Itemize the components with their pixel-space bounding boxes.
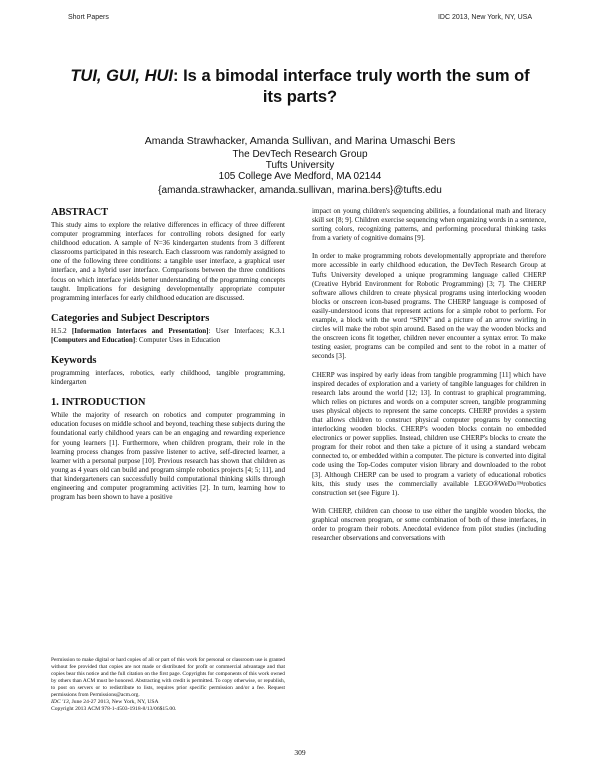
conference-line (51, 699, 285, 706)
author-group: The DevTech Research Group (232, 149, 368, 160)
category-2: [Computers and Education] (51, 335, 136, 344)
introduction-paragraph-2: impact on young children's sequencing abilities, a foundational math and literacy skill set [8; 9]. Children exercise sequencing when organizing words in a sentence, sorting colors, recognizing patterns, and performing procedural thinking tasks from a variety of cognitive domains [9]. (312, 207, 546, 243)
author-email: {amanda.strawhacker, amanda.sullivan, marina.bers}@tufts.edu (158, 185, 442, 196)
conference-details: June 24-27 2013, New York, NY, USA (70, 699, 159, 705)
abstract-text: This study aims to explore the relative differences in efficacy of three different computer programming interfaces for controlling robots designed for early childhood education. A sample of N=36 kindergarten students from 3 different classrooms participated in this research. Each classroom was randomly assigned to one of the following three conditions: a tangible user interface, a graphical user interface, and a hybrid user interface. Comparisons between the three conditions focus on which interface yields better understanding of the programming concepts taught. Implications for designing developmentally appropriate computer programming interfaces for early childhood education are discussed. (51, 221, 285, 302)
conference-name: IDC '13, (51, 699, 71, 705)
permission-text: Permission to make digital or hard copies of all or part of this work for personal or classroom use is granted without fee provided that copies are not made or distributed for profit or commercial advantage and that copies bear this notice and the full citation on the first page. Copyrights for components of this work owned by others than ACM must be honored. Abstracting with credit is permitted. To copy otherwise, or republish, to post on servers or to redistribute to lists, requires prior specific permission and/or a fee. Request permissions from Permissions@acm.org. (51, 657, 285, 698)
author-names: Amanda Strawhacker, Amanda Sullivan, and Marina Umaschi Bers (144, 135, 456, 147)
categories-heading: Categories and Subject Descriptors (51, 312, 210, 324)
running-header-left: Short Papers (68, 14, 109, 21)
running-header-right: IDC 2013, New York, NY, USA (437, 14, 532, 21)
permission-notice (51, 657, 285, 713)
category-code: H.5.2 (51, 326, 72, 335)
abstract-heading: ABSTRACT (51, 207, 109, 218)
category-2-rest: : Computer Uses in Education (135, 335, 221, 344)
author-address: 105 College Ave Medford, MA 02144 (218, 171, 382, 182)
keywords-text: programming interfaces, robotics, early childhood, tangible programming, kindergarten (51, 369, 285, 387)
title-italic: TUI, GUI, HUI (70, 67, 174, 85)
introduction-paragraph-1: While the majority of research on robotics and computer programming in education focuses on middle school and beyond, teaching these subjects during the foundational early childhood years can be an engaging and rewarding experience for young learners [1]. Furthermore, when children program, their role in the learning process changes from passive listener to active, self-directed learner, a learner with a personal purpose [10]. Previous research has shown that children as young as 4 years old can build and program simple robotics projects [4; 5; 11], and that kindergarteners can successfully build computational thinking skills through engineering and computer programming activities [2]. In turn, learning how to program has been shown to have a positive (51, 411, 285, 502)
paper-title (60, 66, 540, 108)
title-rest: : Is a bimodal interface truly worth the sum of its parts? (173, 67, 530, 106)
category-1: [Information Interfaces and Presentation] (71, 326, 209, 335)
page-number: 309 (294, 748, 306, 757)
left-column (51, 206, 285, 502)
copyright-line: Copyright 2013 ACM 978-1-4503-1918-8/13/06$15.00. (51, 706, 177, 712)
category-1-rest: : User Interfaces; K.3.1 (208, 326, 285, 335)
categories-text (51, 327, 285, 345)
keywords-heading: Keywords (51, 355, 97, 367)
introduction-paragraph-5: With CHERP, children can choose to use either the tangible wooden blocks, the graphical onscreen program, or some combination of both of these interfaces, in order to program their robots. Anecdotal evidence from pilot studies (including researcher observations and conversations with (312, 506, 546, 543)
introduction-paragraph-4: CHERP was inspired by early ideas from tangible programming [11] which have inspired decades of exploration and a variety of tangible languages for children in research labs around the world [12; 13]. In contrast to graphical programming, which relies on pictures and words on a computer screen, tangible programming uses physical objects to represent the same concepts. CHERP provides a system that allows children to construct physical computer programs by connecting interlocking wooden blocks. CHERP's wooden blocks contain no embedded electronics or power supplies. Instead, children use CHERP's blocks to create the program for their robot and then take a picture of it using a standard webcam connected to, or embedded within a computer. The picture is converted into digital code using the Top-Codes computer vision library and downloaded to the robot [3]. Although CHERP can be used to program a variety of educational robotics kits, this study uses the commercially available LEGO®WeDo™robotics construction set (see Figure 1). (312, 370, 546, 497)
introduction-heading: 1. INTRODUCTION (51, 397, 146, 409)
author-block (60, 136, 540, 196)
author-university: Tufts University (265, 160, 335, 171)
introduction-paragraph-3: In order to make programming robots developmentally appropriate and therefore more accessible in early childhood education, the DevTech Research Group at Tufts University developed a unique programming language called CHERP (Creative Hybrid Environment for Robotic Programming) [3; 7]. The CHERP software allows children to create physical programs using interlocking wooden blocks or onscreen icon-based programs. The CHERP language is composed of easily-understood icons that represent actions for a simple robot to perform. For example, a block with the word “SPIN” and a picture of an arrow swirling in circles will make the robot spin around. Based on the way the wooden blocks and the onscreen icons fit together, children never encounter a syntax error. To make testing easier, programs can be compiled and sent to the robot in a matter of seconds [3]. (312, 252, 546, 361)
right-column (312, 207, 546, 552)
